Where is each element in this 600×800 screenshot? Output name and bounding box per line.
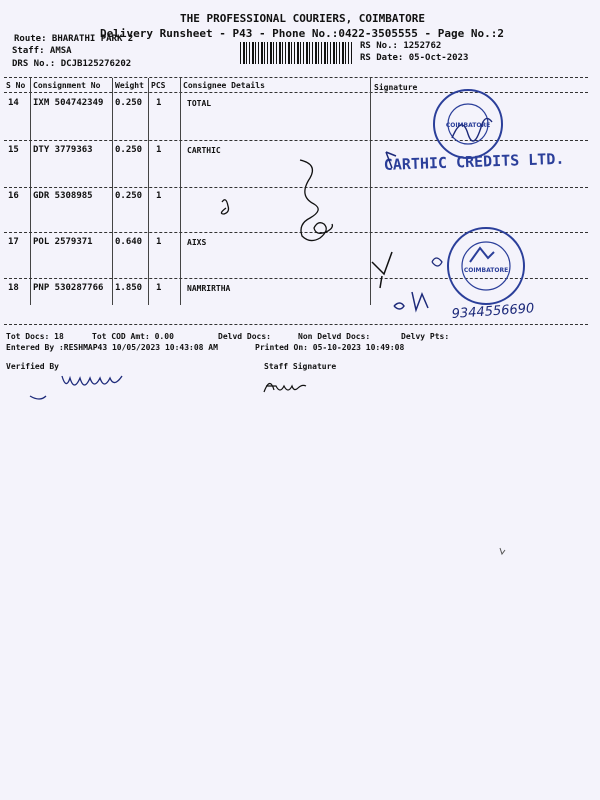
row-weight: 1.850 [115, 283, 143, 293]
row-weight: 0.250 [115, 145, 143, 155]
stamp-carthic-credits: CARTHIC CREDITS LTD. [383, 149, 565, 174]
axis-bank-stamp [432, 228, 524, 304]
col-consignee: Consignee Details [183, 81, 265, 90]
route-label: Route: BHARATHI PARK 2 [14, 34, 134, 44]
rs-number: RS No.: 1252762 [360, 41, 442, 51]
drs-number: DRS No.: DCJB125276202 [12, 59, 132, 69]
staff-signature [264, 383, 306, 392]
company-stamp-1 [434, 90, 502, 158]
mark-row16 [221, 200, 228, 214]
delvd-docs: Delvd Docs: [218, 332, 271, 341]
company-name: THE PROFESSIONAL COURIERS, COIMBATORE [180, 12, 426, 25]
staff-label: Staff: AMSA [12, 46, 72, 56]
row-pcs: 1 [156, 145, 162, 155]
tick-row17 [372, 252, 392, 288]
col-pcs: PCS [151, 81, 166, 90]
stamp1-center: COIMBATORE [445, 122, 491, 129]
runsheet-line: Delivery Runsheet - P43 - Phone No.:0422-3505555 - Page No.:2 [100, 27, 504, 40]
row-sno: 15 [8, 145, 19, 155]
row-pcs: 1 [156, 191, 162, 201]
row-pcs: 1 [156, 237, 162, 247]
verified-signature [30, 376, 122, 399]
row-sno: 17 [8, 237, 19, 247]
row-consignee: TOTAL [187, 99, 212, 108]
row-weight: 0.640 [115, 237, 143, 247]
signature-row18 [394, 292, 428, 310]
rs-date: RS Date: 05-Oct-2023 [360, 53, 469, 63]
row-sno: 16 [8, 191, 19, 201]
verified-by-label: Verified By [6, 362, 59, 371]
row-weight: 0.250 [115, 98, 143, 108]
col-signature: Signature [374, 83, 418, 92]
staff-signature-label: Staff Signature [264, 362, 337, 371]
tot-docs: Tot Docs: 18 [6, 332, 64, 341]
signature-row15 [300, 160, 332, 241]
row-consignment: POL 2579371 [33, 237, 93, 247]
stray-mark [500, 548, 505, 554]
row-sno: 18 [8, 283, 19, 293]
tot-cod-amt: Tot COD Amt: 0.00 [92, 332, 174, 341]
row-consignee: NAMRIRTHA [187, 284, 231, 293]
stamp3-center: COIMBATORE [463, 267, 509, 274]
delvy-pts: Delvy Pts: [401, 332, 450, 341]
row-pcs: 1 [156, 283, 162, 293]
col-sno: S No [6, 81, 26, 90]
row-consignment: DTY 3779363 [33, 145, 93, 155]
row-weight: 0.250 [115, 191, 143, 201]
col-weight: Weight [115, 81, 144, 90]
entered-by: Entered By :RESHMAP43 10/05/2023 10:43:08 AM [6, 343, 218, 352]
row-consignment: PNP 530287766 [33, 283, 104, 293]
row-consignment: GDR 5308985 [33, 191, 93, 201]
row-consignee: AIXS [187, 238, 207, 247]
row-sno: 14 [8, 98, 19, 108]
non-delvd-docs: Non Delvd Docs: [298, 332, 371, 341]
row-consignment: IXM 504742349 [33, 98, 104, 108]
handwritten-phone: 9344556690 [451, 301, 535, 322]
printed-on: Printed On: 05-10-2023 10:49:08 [255, 343, 405, 352]
row-pcs: 1 [156, 98, 162, 108]
col-consignment: Consignment No [33, 81, 101, 90]
row-consignee: CARTHIC [187, 146, 221, 155]
